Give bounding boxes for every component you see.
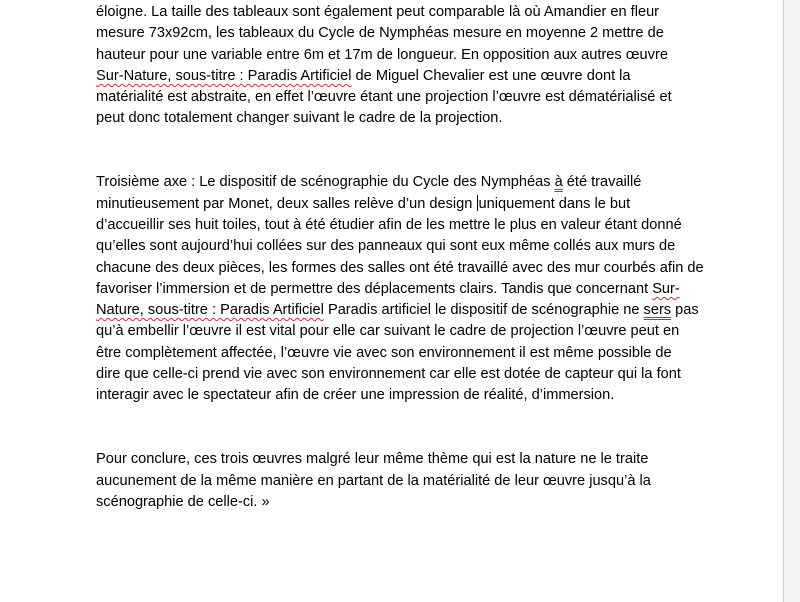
text-line: éloigne. La taille des tableaux sont également peut comparable là où Amandier en fleur (96, 4, 660, 20)
paragraph-2 (96, 172, 716, 406)
text-run: été travaillé (562, 174, 642, 191)
text-line (96, 172, 716, 193)
text-line: matérialité est abstraite, en effet l’œuvre étant une projection l’œuvre est dématérialisé et (96, 89, 672, 106)
text-run: pas (671, 302, 699, 319)
text-line: qu’à embellir l’œuvre il est vital pour elle car suivant le cadre de projection l’œuvre peut en (96, 323, 680, 340)
text-line (96, 194, 716, 215)
text-line (96, 300, 716, 321)
text-run: uniquement dans le but (478, 195, 631, 212)
spelling-flagged-title[interactable]: Sur- (652, 280, 680, 297)
text-line (96, 66, 716, 87)
paragraph-spacing (96, 407, 716, 450)
vertical-scrollbar[interactable] (784, 0, 800, 602)
text-run: favoriser l’immersion et de permettre des déplacements clairs. Tandis que concernant (96, 280, 653, 297)
paragraph-1 (96, 2, 716, 130)
document-body[interactable] (96, 2, 716, 513)
text-line: aucunement de la même manière en partant de la matérialité de leur œuvre jusqu’à la (96, 472, 651, 489)
text-line: Pour conclure, ces trois œuvres malgré leur même thème qui est la nature ne le traite (96, 451, 649, 468)
text-run: Troisième axe : Le dispositif de scénographie du Cycle des Nymphéas (96, 174, 555, 191)
text-run: Paradis artificiel le dispositif de scénographie ne (323, 302, 644, 319)
grammar-flagged-word[interactable]: à (554, 174, 563, 191)
text-line: hauteur pour une variable entre 6m et 17m de longueur. En opposition aux autres œuvre (96, 46, 668, 63)
grammar-flagged-word[interactable]: sers (643, 302, 672, 319)
spelling-flagged-title[interactable]: Nature, sous-titre : Paradis Artificiel (96, 302, 324, 319)
paragraph-spacing (96, 130, 716, 173)
text-line: scénographie de celle-ci. » (96, 493, 270, 510)
text-line: d’accueillir ses huit toiles, tout à été étudier afin de les mettre le plus en valeur étant donné (96, 216, 682, 233)
spelling-flagged-title[interactable]: Sur-Nature, sous-titre : Paradis Artificiel (96, 67, 352, 84)
text-run: de Miguel Chevalier est une œuvre dont la (351, 67, 631, 84)
text-line: interagir avec le spectateur afin de créer une impression de réalité, d’immersion. (96, 387, 615, 404)
text-line: être complètement affectée, l’œuvre vie avec son environnement il est même possible de (96, 344, 672, 361)
text-line (96, 279, 716, 300)
text-line: chacune des deux pièces, les formes des salles ont été travaillé avec des mur courbés afin de (96, 259, 704, 276)
text-run: minutieusement par Monet, deux salles relève d’un design (96, 195, 473, 212)
text-line: dire que celle-ci prend vie avec son environnement car elle est dotée de capteur qui la font (96, 366, 681, 383)
paragraph-3 (96, 449, 716, 513)
text-line: mesure 73x92cm, les tableaux du Cycle de Nymphéas mesure en moyenne 2 mettre de (96, 25, 664, 42)
text-line: qu’elles sont aujourd’hui collées sur des panneaux qui sont eux même collés aux murs de (96, 238, 676, 255)
text-line: peut donc totalement changer suivant le cadre de la projection. (96, 110, 503, 127)
